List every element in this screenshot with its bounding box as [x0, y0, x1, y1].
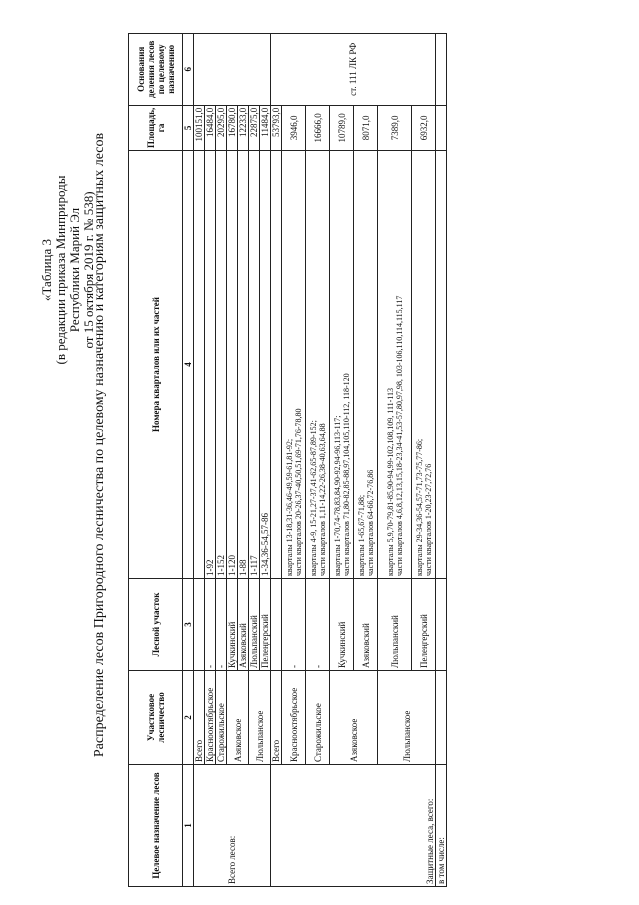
area-cell: 16666,0: [306, 105, 330, 150]
purpose-cell: в том числе:: [436, 765, 447, 887]
plot-cell: Кучкинский: [227, 579, 238, 671]
table-row: [330, 33, 354, 886]
area-cell: 12233,0: [238, 105, 249, 150]
plot-cell: -: [282, 579, 306, 671]
table-row: [306, 33, 330, 886]
quarters-line: кварталы 4-9, 15-21,27-37,41-62,65-87,89-152;: [308, 420, 318, 576]
area-cell: 8071,0: [354, 105, 378, 150]
plot-cell: Пелеңгерский: [260, 579, 271, 671]
col-number: 4: [183, 151, 194, 579]
area-cell: 53793,0: [271, 105, 282, 150]
district-cell: Люльпанское: [249, 671, 271, 765]
document-title: Распределение лесов Пригородного лесничества по целевому назначению и категориям защитных лесов: [92, 132, 107, 758]
plot-cell: Люльпанский: [249, 579, 260, 671]
col-number: 2: [183, 671, 194, 765]
table-row: [282, 33, 306, 886]
district-cell: Краснооктябрьское: [205, 671, 216, 765]
area-cell: 22875,0: [249, 105, 260, 150]
table-row: [378, 33, 412, 886]
district-cell: Люльпанское: [378, 671, 436, 765]
column-number-row: [183, 33, 194, 886]
table-row: [227, 33, 238, 886]
quarters-line: части кварталов 1-20,23-27,72,76: [423, 463, 433, 576]
table-row: [249, 33, 260, 886]
header-row: [129, 33, 183, 886]
table-row: [271, 33, 282, 886]
area-cell: 20295,0: [216, 105, 227, 150]
quarters-cell: 1-117: [249, 151, 260, 579]
quarters-cell: 1-34,36-54,57-86: [260, 151, 271, 579]
col-header-area: Площадь, га: [129, 105, 183, 150]
plot-cell: -: [306, 579, 330, 671]
district-cell: Всего: [271, 671, 282, 765]
quarters-cell: [194, 151, 205, 579]
col-header-plot: Лесной участок: [129, 579, 183, 671]
col-number: 5: [183, 105, 194, 150]
area-cell: 100151,0: [194, 105, 205, 150]
plot-cell: [436, 579, 447, 671]
quarters-cell: [271, 151, 282, 579]
quarters-cell: [282, 151, 306, 579]
district-cell: Азяковское: [330, 671, 378, 765]
plot-cell: Люльпанский: [378, 579, 412, 671]
quarters-cell: [436, 151, 447, 579]
caption-line-1: «Таблица 3: [39, 238, 54, 302]
table-row: [194, 33, 205, 886]
col-header-quarters: Номера кварталов или их частей: [129, 151, 183, 579]
basis-cell: [194, 33, 271, 105]
district-cell: Старожильское: [216, 671, 227, 765]
plot-cell: -: [216, 579, 227, 671]
quarters-cell: 1-92: [205, 151, 216, 579]
table-caption: [40, 105, 96, 435]
purpose-cell: Защитные леса, всего:: [271, 765, 436, 887]
district-cell: Всего: [194, 671, 205, 765]
plot-cell: [194, 579, 205, 671]
quarters-cell: [412, 151, 436, 579]
quarters-line: кварталы 1-65,67-71,88;: [356, 494, 366, 576]
district-cell: Краснооктябрьское: [282, 671, 306, 765]
quarters-line: части кварталов 71,80-82,85-88,97,104,105,110-112, 118-120: [341, 373, 351, 576]
quarters-cell: [378, 151, 412, 579]
basis-cell: [436, 33, 447, 105]
col-header-basis: Основания деления лесов по целевому назначению: [129, 33, 183, 105]
quarters-cell: 1-88: [238, 151, 249, 579]
area-cell: [436, 105, 447, 150]
plot-cell: Азяковский: [238, 579, 249, 671]
col-header-district: Участковое лесничество: [129, 671, 183, 765]
plot-cell: Кучкинский: [330, 579, 354, 671]
district-cell: [436, 671, 447, 765]
caption-line-2: (в редакции приказа Минприроды: [53, 175, 68, 365]
district-cell: Азяковское: [227, 671, 249, 765]
col-number: 1: [183, 765, 194, 887]
quarters-cell: [354, 151, 378, 579]
quarters-line: кварталы 5,9,70-79,81-85,90-94,99-102,108,109, 111-113: [385, 387, 395, 576]
area-cell: 7389,0: [378, 105, 412, 150]
plot-cell: Пелеңгерский: [412, 579, 436, 671]
purpose-cell: Всего лесов:: [194, 765, 271, 887]
table-row: [216, 33, 227, 886]
col-number: 3: [183, 579, 194, 671]
area-cell: 6932,0: [412, 105, 436, 150]
plot-cell: Азяковский: [354, 579, 378, 671]
quarters-line: части кварталов 20-26,37-40,50,51,69-71,76-78,80: [293, 408, 303, 576]
caption-line-3: Республики Марий Эл: [67, 207, 82, 333]
table-row: [436, 33, 447, 886]
area-cell: 10789,0: [330, 105, 354, 150]
area-cell: 16780,0: [227, 105, 238, 150]
plot-cell: -: [205, 579, 216, 671]
forest-distribution-table: [128, 33, 447, 887]
quarters-line: кварталы 29-34,36-54,57-71,73-75,77-86;: [414, 438, 424, 576]
plot-cell: [271, 579, 282, 671]
table-row: [205, 33, 216, 886]
quarters-line: части кварталов 4,6,8,12,13,15,18-23,34-41,53-57,80,97,98, 103-106,110,114,115,117: [394, 295, 404, 576]
quarters-line: кварталы 13-18,31-36,46-49,59-61,81-92;: [284, 438, 294, 576]
quarters-cell: 1-120: [227, 151, 238, 579]
area-cell: 3946,0: [282, 105, 306, 150]
quarters-line: части кварталов 64-66,72-76,86: [365, 469, 375, 576]
col-header-purpose: Целевое назначение лесов: [129, 765, 183, 887]
quarters-line: части кварталов 1,11-14,22-26,38-40,63,64,88: [317, 423, 327, 576]
district-cell: Старожильское: [306, 671, 330, 765]
quarters-line: кварталы 1-70,74-78,83,84,90-92,94-96,113-117;: [332, 415, 342, 576]
area-cell: 16484,0: [205, 105, 216, 150]
quarters-cell: 1-152: [216, 151, 227, 579]
basis-cell: ст. 111 ЛК РФ: [271, 33, 436, 105]
quarters-cell: [330, 151, 354, 579]
caption-line-4: от 15 октября 2019 г. № 538): [81, 191, 96, 349]
area-cell: 11484,0: [260, 105, 271, 150]
quarters-cell: [306, 151, 330, 579]
col-number: 6: [183, 33, 194, 105]
